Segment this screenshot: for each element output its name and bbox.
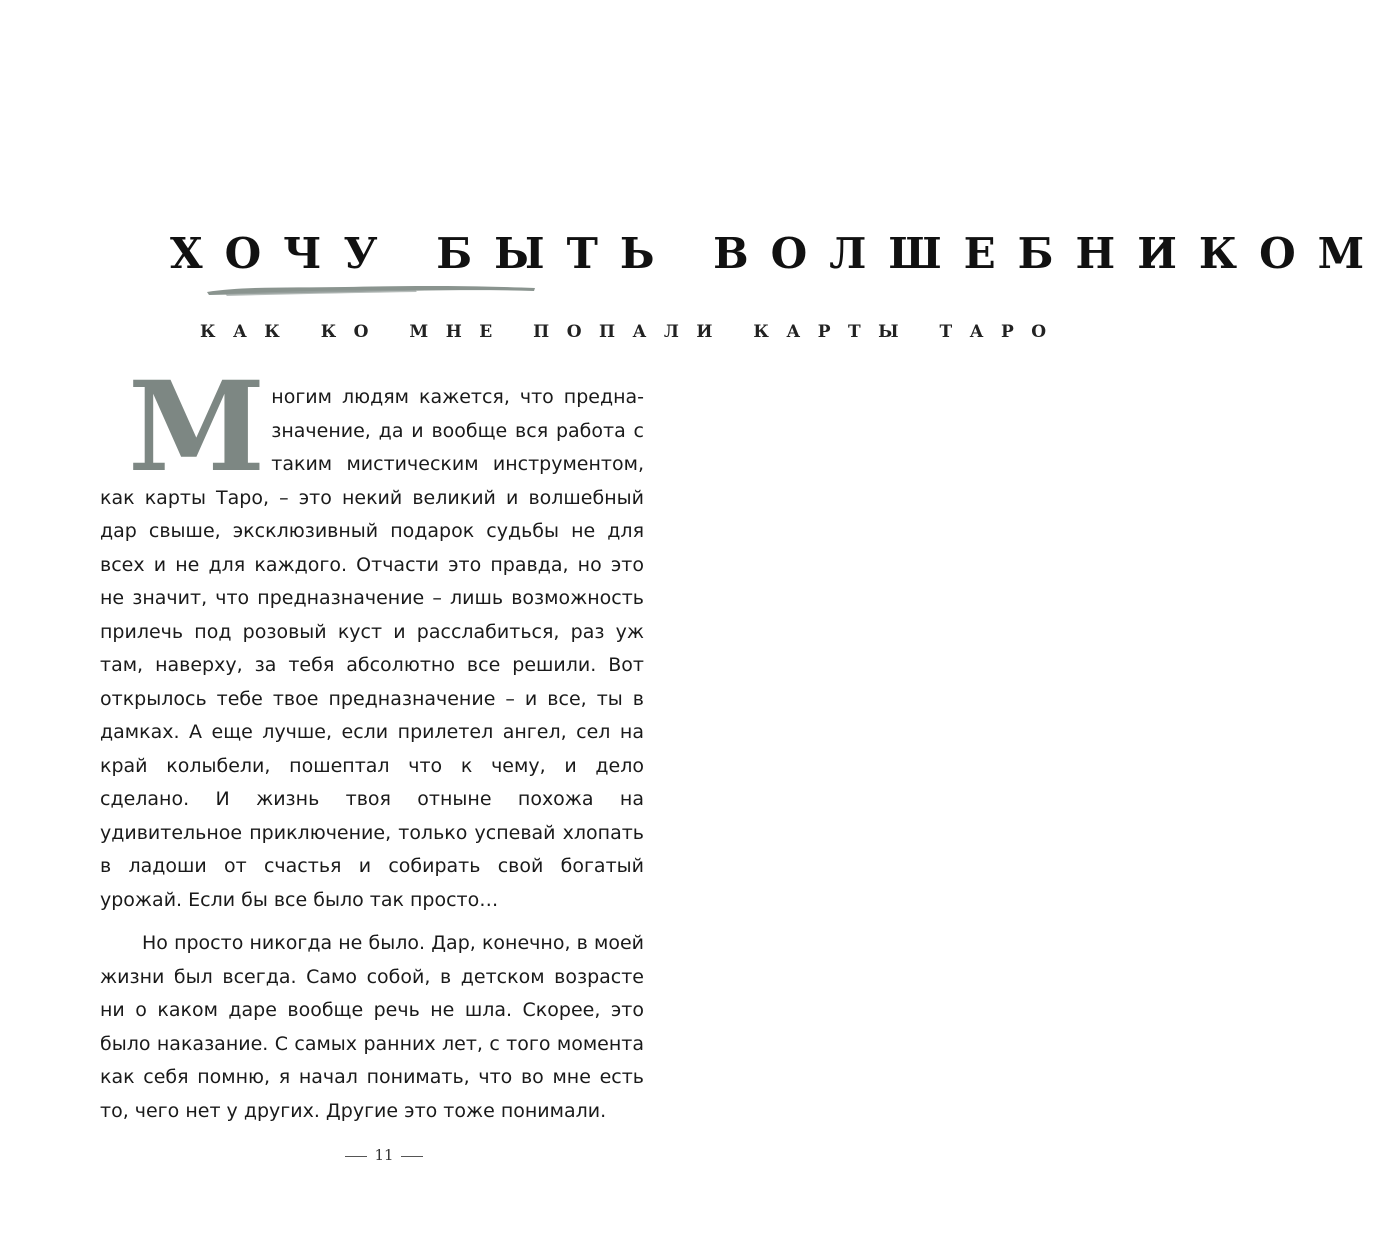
brush-stroke-divider bbox=[205, 282, 537, 298]
paragraph-1 bbox=[100, 355, 644, 917]
chapter-title: ХОЧУ БЫТЬ ВОЛШЕБНИКОМ bbox=[170, 229, 1386, 278]
page-number-dash-left bbox=[345, 1156, 367, 1157]
chapter-subtitle: КАК КО МНЕ ПОПАЛИ КАРТЫ ТАРО bbox=[200, 322, 1064, 342]
body-text bbox=[100, 355, 644, 1128]
page-number-footer bbox=[0, 1146, 768, 1164]
page-number: 11 bbox=[374, 1146, 394, 1164]
paragraph-2: Но просто никогда не было. Дар, конечно, в моей жизни был всегда. Само собой, в детском возрасте ни о каком даре вообще речь не шла. Скорее, это было наказание. С самых ранних лет, с того момента как себя помню, я начал понимать, что во мне есть то, чего нет у других. Другие это тоже понимали. bbox=[100, 932, 644, 1122]
page-number-dash-right bbox=[401, 1156, 423, 1157]
drop-cap: М bbox=[128, 355, 266, 500]
paragraph-1-text: ногим людям кажется, что предназначение, да и вообще вся работа с таким мистическим инструментом, как карты Таро, – это некий великий и волшебный дар свыше, эксклюзивный подарок судьбы не для всех и не для каждого. Отчасти это правда, но это не значит, что предназначение – лишь возможность прилечь под розовый куст и расслабиться, раз уж там, наверху, за тебя абсолютно все решили. Вот открылось тебе твое предназначение – и все, ты в дамках. А еще лучше, если прилетел ангел, сел на край колыбели, пошептал что к чему, и дело сделано. И жизнь твоя отныне похожа на удивительное приключение, только успевай хлопать в ладоши от счастья и собирать свой богатый урожай. Если бы все было так просто… bbox=[100, 386, 644, 911]
